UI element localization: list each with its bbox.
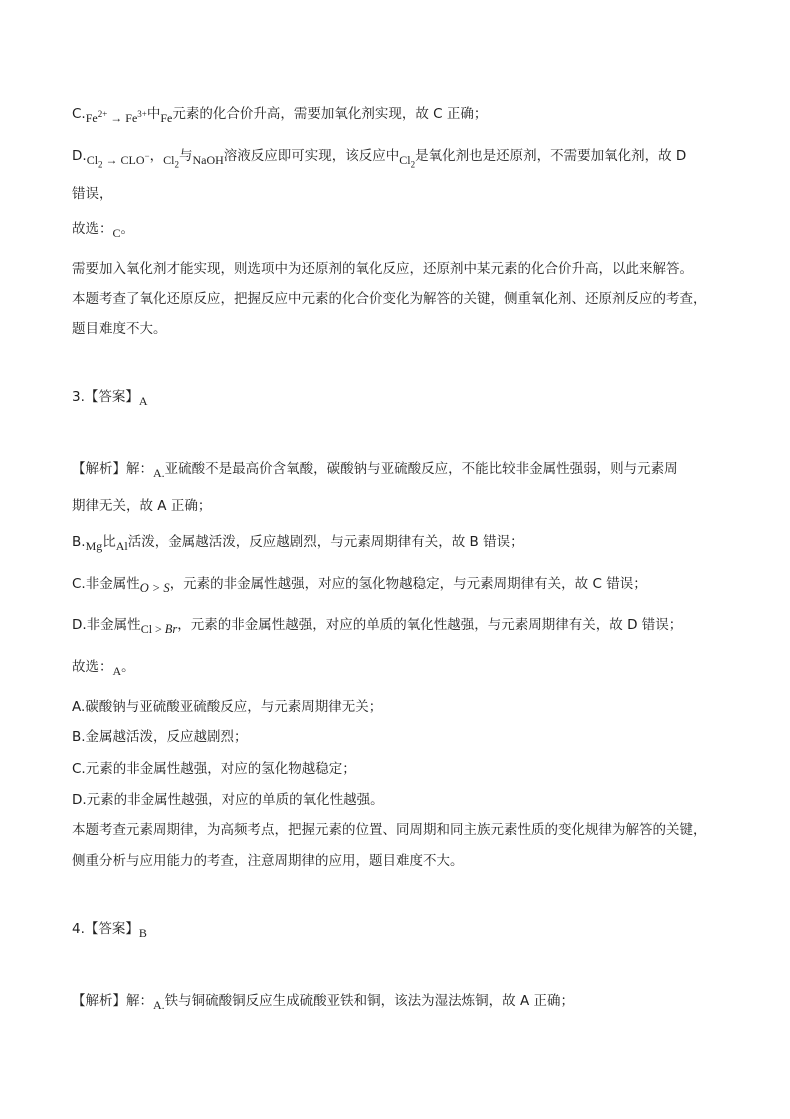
subscript-2: 2 xyxy=(98,159,103,170)
q3-summary-d: D.元素的非金属性越强，对应的单质的氧化性越强。 xyxy=(72,792,384,808)
q3-summary-a: A.碳酸钠与亚硫酸亚硫酸反应，与元素周期律无关； xyxy=(72,699,383,715)
q3-conclusion-1: 本题考查元素周期律，为高频考点，把握元素的位置、同周期和同主族元素性质的变化规律为解答的关键， xyxy=(72,822,707,838)
minus-charge: − xyxy=(144,151,150,161)
q3-summary-b: B.金属越活泼，反应越剧烈； xyxy=(72,729,248,745)
option-c-text: ，元素的非金属性越强，对应的氢化物越稳定，与元素周期律有关，故 C 错误； xyxy=(169,576,647,592)
option-d-text: 是氧化剂也是还原剂，不需要加氧化剂，故 D xyxy=(415,148,687,164)
option-label: C. xyxy=(72,106,86,122)
text-with: 与 xyxy=(178,148,193,164)
selection-value: A xyxy=(112,664,122,678)
formula-cl2 xyxy=(163,153,179,170)
option-d-text: ，元素的非金属性越强，对应的单质的氧化性越强，与元素周期律有关，故 D 错误； xyxy=(177,617,683,633)
math-br: Br xyxy=(164,622,178,636)
answer-value: A xyxy=(138,394,148,408)
answer-heading: 3.【答案】 xyxy=(72,389,139,405)
formula-cl2-to-clo xyxy=(86,151,150,170)
math-cl-gt: Cl > xyxy=(140,622,165,636)
selection-end: 。 xyxy=(120,221,135,237)
formula-fe: Fe xyxy=(160,111,173,125)
option-a-text: 亚硫酸不是最高价含氧酸，碳酸钠与亚硫酸反应，不能比较非金属性强弱，则与元素周 xyxy=(164,461,678,477)
text-bi: 比 xyxy=(102,534,116,550)
option-label: A. xyxy=(153,998,165,1012)
q3-answer xyxy=(72,387,148,407)
q2-option-c xyxy=(72,104,487,124)
option-b-text: 活泼，金属越活泼，反应越剧烈，与元素周期律有关，故 B 错误； xyxy=(127,534,524,550)
option-label: B. xyxy=(72,534,86,550)
analysis-heading: 【解析】解： xyxy=(72,461,153,477)
formula-naoh: NaOH xyxy=(192,153,224,167)
option-c-prefix: C.非金属性 xyxy=(72,576,140,592)
q2-note-2: 本题考查了氧化还原反应，把握反应中元素的化合价变化为解答的关键，侧重氧化剂、还原剂反应的考查， xyxy=(72,291,707,307)
subscript-2: 2 xyxy=(174,159,179,170)
text-solution: 溶液反应即可实现，该反应中 xyxy=(223,148,400,164)
option-c-text: 元素的化合价升高，需要加氧化剂实现，故 C 正确； xyxy=(172,106,488,122)
q2-option-d xyxy=(72,146,687,170)
q2-selection xyxy=(72,219,134,239)
formula-mg: Mg xyxy=(85,539,103,553)
fe-symbol: Fe xyxy=(125,111,138,125)
q3-summary-c: C.元素的非金属性越强，对应的氢化物越稳定； xyxy=(72,761,356,777)
q3-option-d xyxy=(72,615,682,635)
q3-option-b xyxy=(72,532,524,552)
answer-heading: 4.【答案】 xyxy=(72,921,139,937)
selection-value: C xyxy=(112,226,121,240)
selection-label: 故选： xyxy=(72,659,113,675)
fe3-charge: 3+ xyxy=(137,109,147,119)
option-a-continuation: 期律无关，故 A 正确； xyxy=(72,498,212,514)
q4-answer xyxy=(72,919,147,939)
q3-option-c xyxy=(72,574,647,594)
q3-selection xyxy=(72,657,135,677)
option-label: D. xyxy=(72,148,87,164)
text-zhong: 中 xyxy=(146,106,161,122)
option-a-text: 铁与铜硫酸铜反应生成硫酸亚铁和铜，该法为湿法炼铜，故 A 正确； xyxy=(164,993,574,1009)
subscript-2: 2 xyxy=(410,159,416,170)
q2-note-1: 需要加入氧化剂才能实现，则选项中为还原剂的氧化反应，还原剂中某元素的化合价升高，以此来解答。 xyxy=(72,261,693,277)
q3-conclusion-2: 侧重分析与应用能力的考查，注意周期律的应用，题目难度不大。 xyxy=(72,853,464,869)
cl-symbol: Cl xyxy=(86,153,99,167)
formula-al: Al xyxy=(115,539,128,553)
q2-note-3: 题目难度不大。 xyxy=(72,321,167,337)
comma: ， xyxy=(149,148,164,164)
answer-value: B xyxy=(138,926,147,940)
cl-symbol: Cl xyxy=(399,153,411,167)
q3-analysis-a xyxy=(72,459,678,479)
formula-fe2 xyxy=(86,111,147,125)
option-d-prefix: D.非金属性 xyxy=(72,617,141,633)
selection-end: 。 xyxy=(121,659,135,675)
cl-symbol: Cl xyxy=(163,153,175,167)
option-label: A. xyxy=(153,466,165,480)
selection-label: 故选： xyxy=(72,221,113,237)
math-o-gt-s: O > S xyxy=(139,581,170,595)
formula-cl2 xyxy=(399,153,416,170)
analysis-heading: 【解析】解： xyxy=(72,993,153,1009)
q4-analysis-a xyxy=(72,991,574,1011)
fe2-charge: 2+ xyxy=(97,109,108,119)
fe-symbol: Fe xyxy=(85,111,98,125)
option-d-continuation: 错误， xyxy=(72,186,113,202)
arrow-clo: → CLO xyxy=(102,153,145,167)
arrow: → xyxy=(107,111,126,125)
